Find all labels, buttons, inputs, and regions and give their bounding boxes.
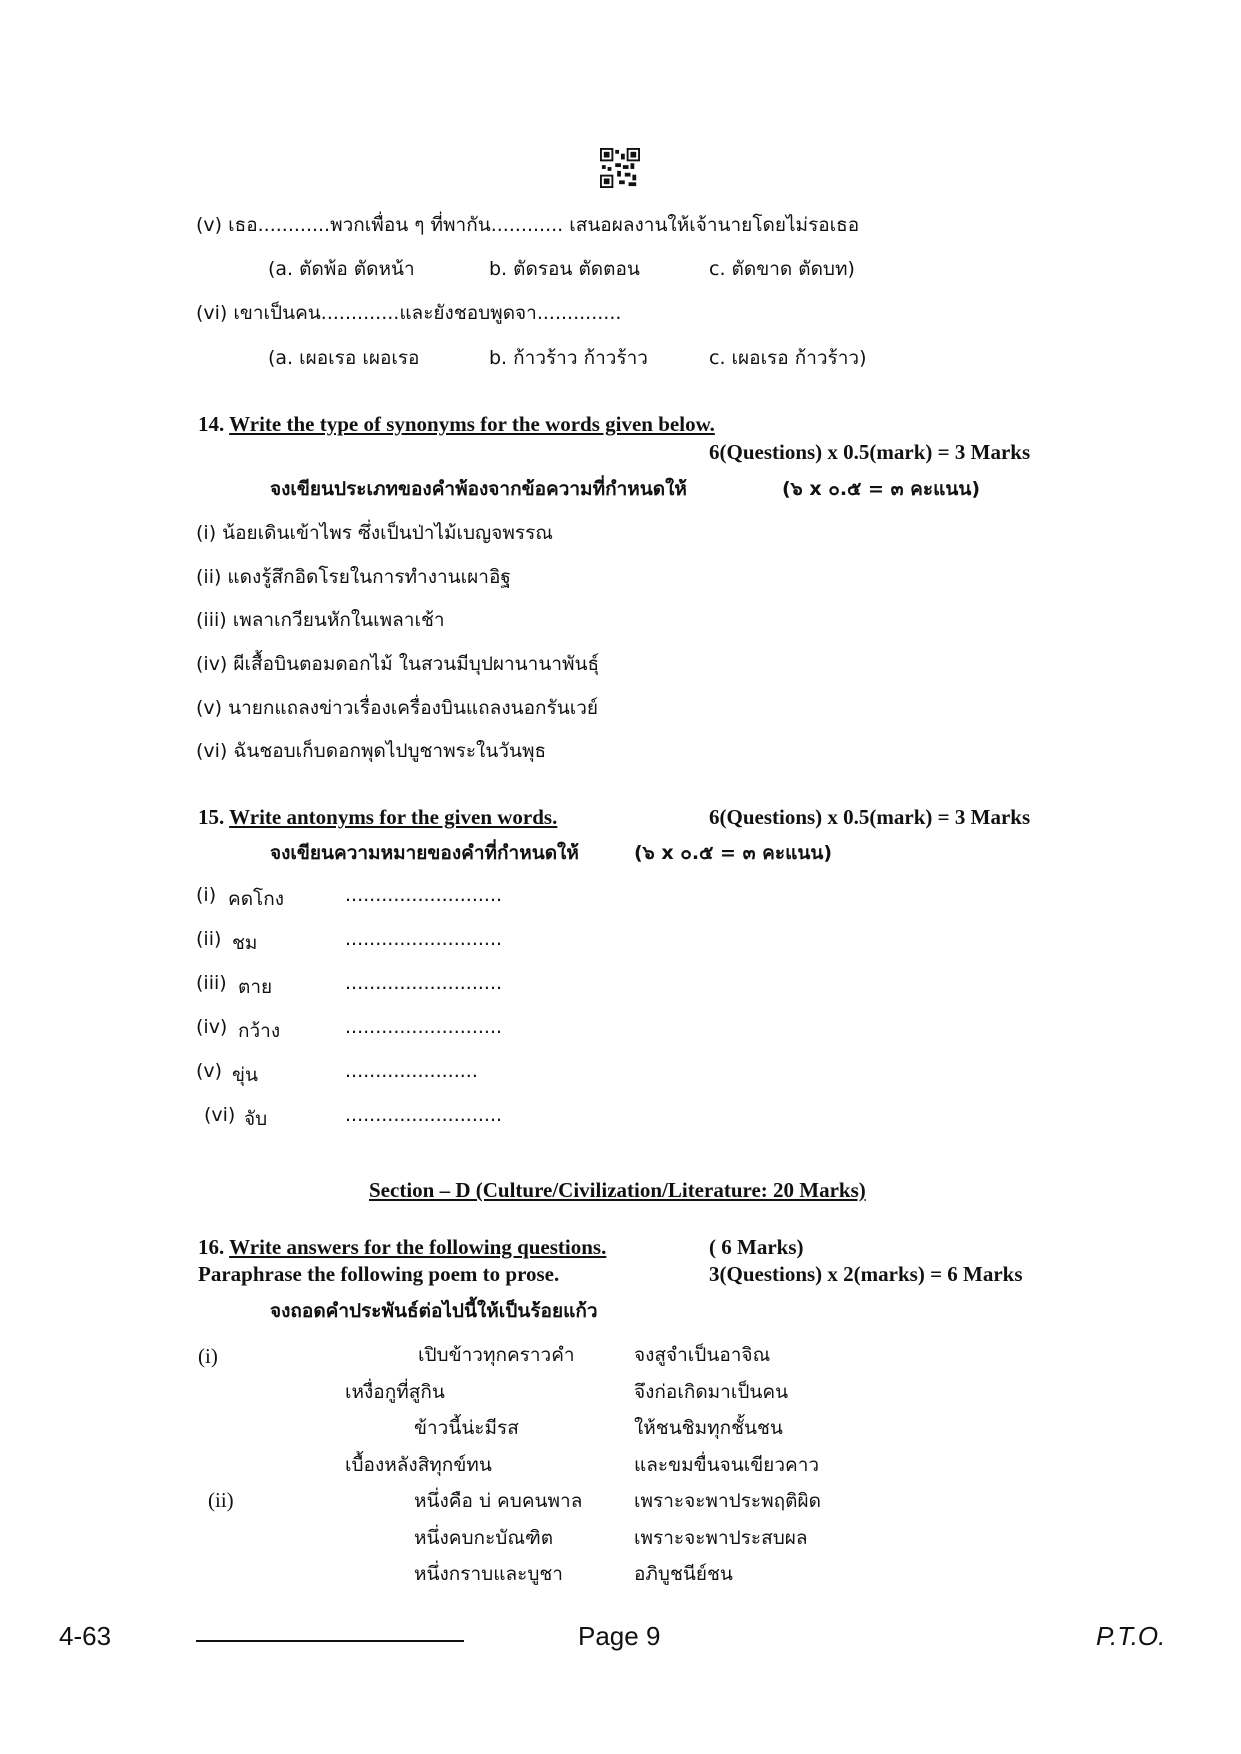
q13-item-vi [196, 298, 621, 328]
q16-marks-short: ( 6 Marks) [709, 1235, 804, 1259]
q16-marks: 3(Questions) x 2(marks) = 6 Marks [709, 1262, 1023, 1286]
poem-line-left: หนึ่งคบกะบัณฑิต [414, 1527, 554, 1549]
paper-code: 4-63 [59, 1621, 112, 1651]
q14-item: (iv) ผีเสื้อบินตอมดอกไม้ ในสวนมีบุปผานานาพันธุ์ [196, 653, 600, 675]
q14-heading [198, 412, 715, 437]
question-number: 14. [198, 412, 225, 436]
q13-vi-option-b: b. ก้าวร้าว ก้าวร้าว [489, 347, 648, 369]
poem-line-right: และขมขื่นจนเขียวคาว [634, 1454, 820, 1476]
poem-line-right: เพราะจะพาประพฤติผิด [634, 1490, 821, 1512]
answer-blank[interactable]: .......................... [345, 1016, 503, 1038]
q16-heading [198, 1235, 606, 1260]
poem-line-right: อภิบูชนีย์ชน [634, 1563, 733, 1585]
poem-line-left: เปิบข้าวทุกคราวคำ [418, 1344, 575, 1366]
q14-item: (v) นายกแถลงข่าวเรื่องเครื่องบินแถลงนอกรันเวย์ [196, 697, 598, 719]
item-number: (vi) [196, 302, 228, 324]
q15-item-word: ตาย [238, 976, 273, 998]
q15-item-number: (v) [196, 1060, 223, 1082]
question-title: Write antonyms for the given words. [229, 805, 558, 829]
answer-blank[interactable]: .......................... [345, 928, 503, 950]
q15-item-word: ชม [232, 932, 258, 954]
question-title: Write answers for the following questions. [229, 1235, 607, 1259]
item-number: (v) [196, 214, 223, 236]
q13-vi-option-c: c. เผอเรอ ก้าวร้าว) [709, 347, 867, 369]
q15-item-number: (i) [196, 884, 217, 906]
q13-item-v [196, 210, 859, 240]
q15-thai-instruction: จงเขียนความหมายของคำที่กำหนดให้ [270, 842, 579, 864]
q15-item-word: ขุ่น [232, 1064, 258, 1086]
q14-item: (ii) แดงรู้สึกอิดโรยในการทำงานเผาอิฐ [196, 566, 511, 588]
answer-blank[interactable]: ...................... [345, 1060, 478, 1082]
question-title: Write the type of synonyms for the words given below. [229, 412, 715, 436]
q13-vi-option-a: (a. เผอเรอ เผอเรอ [268, 347, 420, 369]
question-number: 16. [198, 1235, 225, 1259]
poem-line-left: หนึ่งคือ บ่ คบคนพาล [414, 1490, 583, 1512]
q15-item-word: จับ [244, 1108, 268, 1130]
pto-label: P.T.O. [1096, 1621, 1166, 1651]
page-number: Page 9 [578, 1621, 661, 1651]
poem-line-right: จงสูจำเป็นอาจิณ [634, 1344, 771, 1366]
q15-item-word: กว้าง [238, 1020, 281, 1042]
poem-line-left: ข้าวนี้น่ะมีรส [414, 1417, 519, 1439]
q14-thai-instruction: จงเขียนประเภทของคำพ้องจากข้อความที่กำหนดให้ [270, 478, 687, 500]
q15-item-number: (vi) [204, 1104, 236, 1126]
q16-thai-instruction: จงถอดคำประพันธ์ต่อไปนี้ให้เป็นร้อยแก้ว [270, 1300, 598, 1322]
q13-v-option-c: c. ตัดขาด ตัดบท) [709, 258, 855, 280]
q15-thai-marks: (๖ x ๐.๕ = ๓ คะแนน) [634, 842, 832, 864]
answer-blank[interactable]: .......................... [345, 884, 503, 906]
poem-line-right: จึงก่อเกิดมาเป็นคน [634, 1381, 789, 1403]
poem-line-left: เหงื่อกูที่สูกิน [345, 1381, 445, 1403]
q13-v-option-a: (a. ตัดพ้อ ตัดหน้า [268, 258, 415, 280]
q15-heading [198, 805, 557, 830]
q15-item-number: (iii) [196, 972, 227, 994]
q15-item-word: คดโกง [228, 888, 285, 910]
q13-v-option-b: b. ตัดรอน ตัดตอน [489, 258, 640, 280]
q15-item-number: (iv) [196, 1016, 228, 1038]
q14-thai-marks: (๖ x ๐.๕ = ๓ คะแนน) [782, 478, 980, 500]
answer-blank[interactable]: .......................... [345, 1104, 503, 1126]
q14-marks: 6(Questions) x 0.5(mark) = 3 Marks [709, 440, 1031, 464]
q14-item: (iii) เพลาเกวียนหักในเพลาเช้า [196, 609, 445, 631]
question-number: 15. [198, 805, 225, 829]
item-text: เขาเป็นคน.............และยังชอบพูดจา.............. [233, 302, 622, 324]
section-d-heading: Section – D (Culture/Civilization/Literature: 20 Marks) [369, 1178, 866, 1202]
q14-item: (vi) ฉันชอบเก็บดอกพุดไปบูชาพระในวันพุธ [196, 740, 547, 762]
answer-blank[interactable]: .......................... [345, 972, 503, 994]
poem-number: (ii) [208, 1488, 234, 1512]
q15-marks: 6(Questions) x 0.5(mark) = 3 Marks [709, 805, 1031, 829]
poem-number: (i) [198, 1344, 218, 1368]
footer-rule [196, 1640, 464, 1642]
qr-code-icon [599, 148, 641, 188]
item-text: เธอ............พวกเพื่อน ๆ ที่พากัน............ เสนอผลงานให้เจ้านายโดยไม่รอเธอ [228, 214, 860, 236]
poem-line-left: เบื้องหลังสิทุกข์ทน [345, 1454, 492, 1476]
poem-line-right: เพราะจะพาประสบผล [634, 1527, 808, 1549]
poem-line-left: หนึ่งกราบและบูชา [414, 1563, 563, 1585]
poem-line-right: ให้ชนชิมทุกชั้นชน [634, 1417, 783, 1439]
q15-item-number: (ii) [196, 928, 222, 950]
q16-subtitle: Paraphrase the following poem to prose. [198, 1262, 560, 1286]
q14-item: (i) น้อยเดินเข้าไพร ซึ่งเป็นป่าไม้เบญจพรรณ [196, 522, 553, 544]
